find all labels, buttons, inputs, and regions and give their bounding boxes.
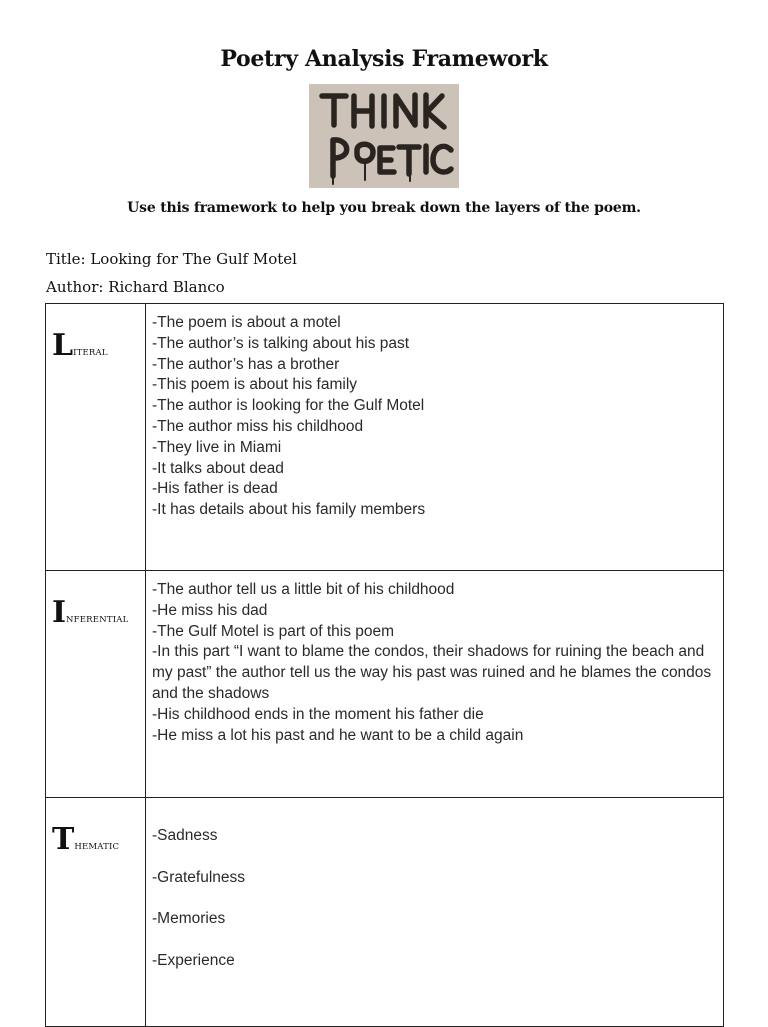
inferential-notes xyxy=(146,571,724,798)
literal-note: -The author miss his childhood xyxy=(152,417,364,435)
inferential-note: -The Gulf Motel is part of this poem xyxy=(152,622,395,640)
inferential-note: -He miss a lot his past and he want to be a child again xyxy=(152,726,524,744)
literal-note: -They live in Miami xyxy=(152,438,282,456)
analysis-table xyxy=(45,303,724,1027)
literal-note: -The author is looking for the Gulf Motel xyxy=(152,397,425,415)
thematic-label-rest: HEMATIC xyxy=(74,842,120,852)
literal-note: -This poem is about his family xyxy=(152,376,358,394)
literal-initial: L xyxy=(52,328,74,363)
think-poetic-artwork xyxy=(309,84,459,188)
literal-note: -His father is dead xyxy=(152,480,278,498)
literal-notes xyxy=(146,304,724,571)
instructions-text: Use this framework to help you break down the layers of the poem. xyxy=(127,200,641,216)
theme-item: -Experience xyxy=(152,951,235,969)
thematic-initial: T xyxy=(52,822,75,857)
theme-item: -Gratefulness xyxy=(152,868,246,886)
inferential-note: -The author tell us a little bit of his childhood xyxy=(152,581,455,598)
inferential-label xyxy=(46,571,146,798)
page-title: Poetry Analysis Framework xyxy=(220,46,548,72)
literal-note: -The author’s has a brother xyxy=(152,355,340,373)
inferential-label-rest: NFERENTIAL xyxy=(66,615,129,625)
literal-note: -The author’s is talking about his past xyxy=(152,334,410,352)
inferential-row xyxy=(46,571,724,798)
inferential-note: -He miss his dad xyxy=(152,601,268,619)
literal-note: -The poem is about a motel xyxy=(152,314,341,331)
thematic-label xyxy=(46,798,146,1027)
literal-note: -It talks about dead xyxy=(152,459,284,477)
poem-title: Title: Looking for The Gulf Motel xyxy=(46,250,297,268)
literal-label-rest: ITERAL xyxy=(73,348,108,358)
thematic-row xyxy=(46,798,724,1027)
literal-label xyxy=(46,304,146,571)
inferential-note: -His childhood ends in the moment his father die xyxy=(152,705,484,723)
inferential-initial: I xyxy=(52,595,67,630)
literal-note: -It has details about his family members xyxy=(152,501,426,519)
poem-author: Author: Richard Blanco xyxy=(46,278,225,296)
theme-item: -Sadness xyxy=(152,827,218,844)
inferential-note: -In this part “I want to blame the condos, their shadows for ruining the beach and my past” the author tell us the way his past was ruined and he blames the condos and the shadows xyxy=(152,643,712,702)
literal-row xyxy=(46,304,724,571)
theme-item: -Memories xyxy=(152,910,226,927)
think-poetic-image xyxy=(309,84,459,188)
thematic-notes xyxy=(146,798,724,1027)
